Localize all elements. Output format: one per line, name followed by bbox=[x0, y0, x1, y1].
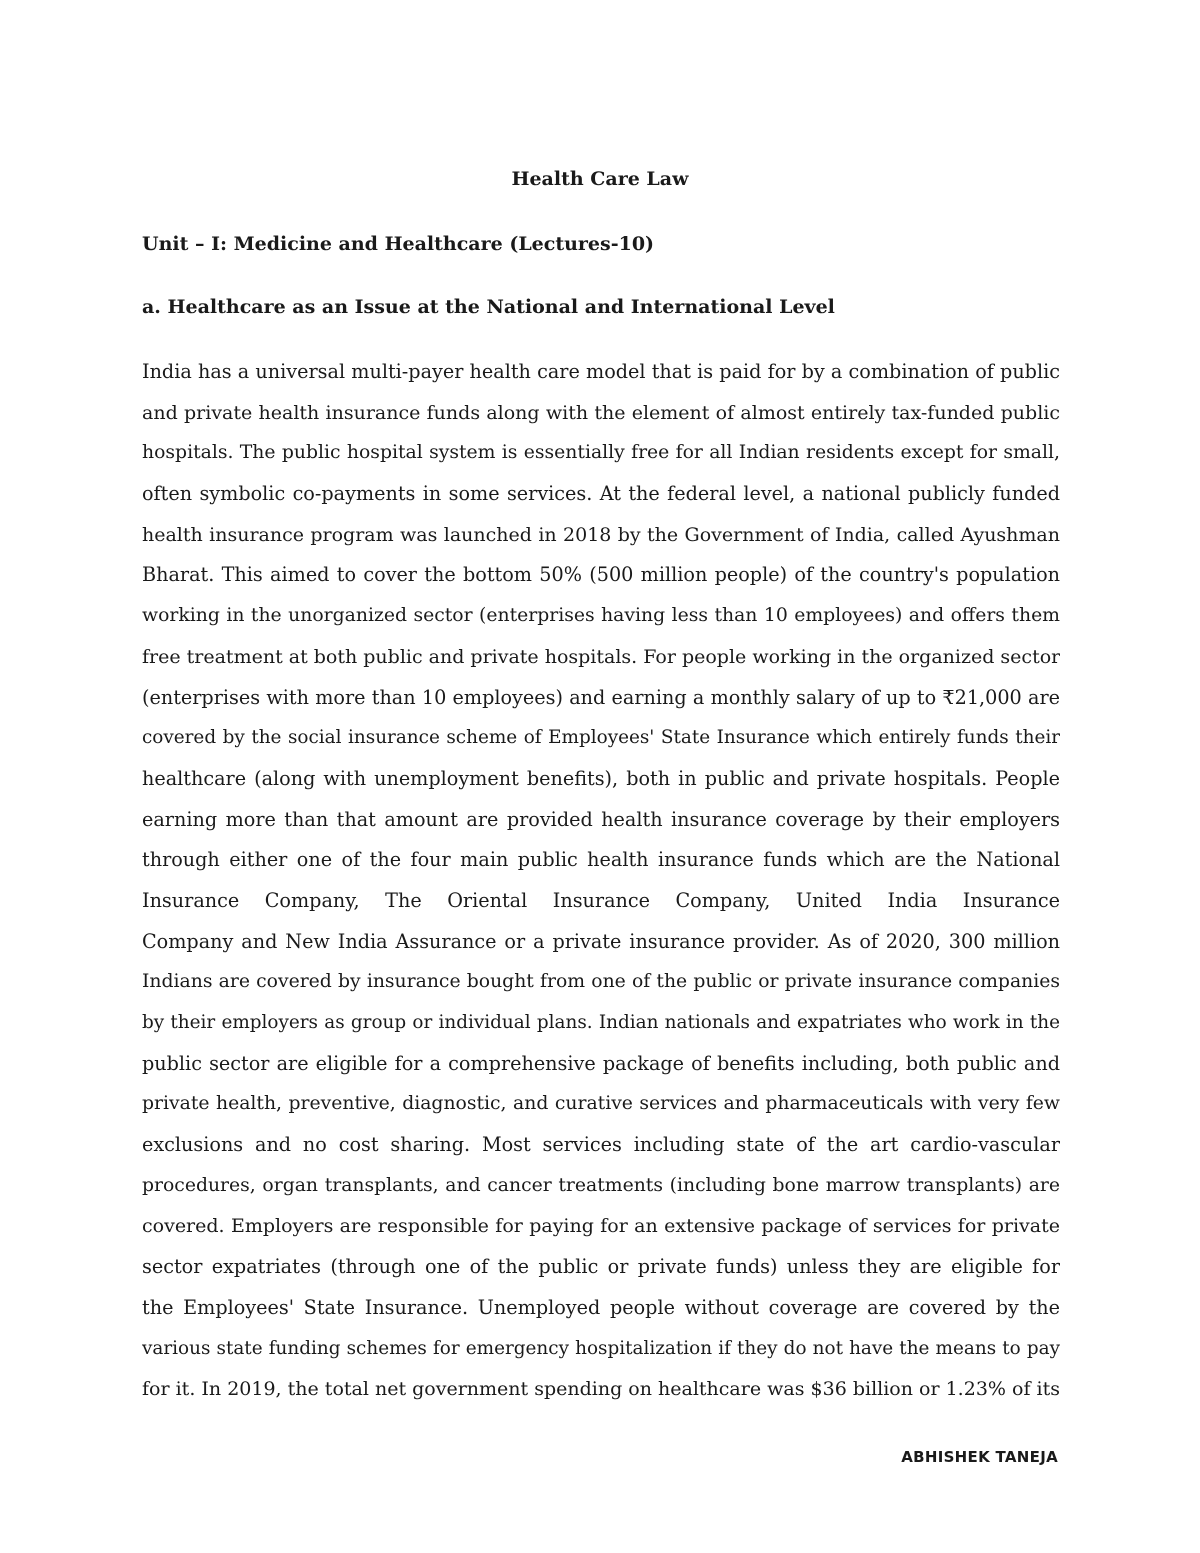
unit-heading: Unit – I: Medicine and Healthcare (Lectures-10) bbox=[142, 233, 655, 255]
body-line: covered. Employers are responsible for paying for an extensive package of services for private bbox=[142, 1215, 1060, 1238]
body-line: private health, preventive, diagnostic, and curative services and pharmaceuticals with very few bbox=[142, 1093, 1060, 1115]
body-line: (enterprises with more than 10 employees) and earning a monthly salary of up to ₹21,000 are bbox=[142, 685, 1060, 709]
body-line: Company and New India Assurance or a private insurance provider. As of 2020, 300 million bbox=[142, 929, 1060, 953]
body-line: the Employees' State Insurance. Unemployed people without coverage are covered by the bbox=[142, 1295, 1060, 1319]
body-line: Insurance Company, The Oriental Insurance Company, United India Insurance bbox=[142, 888, 1060, 912]
body-line: healthcare (along with unemployment benefits), both in public and private hospitals. People bbox=[142, 766, 1060, 790]
body-paragraph bbox=[142, 352, 1060, 1410]
body-line: working in the unorganized sector (enterprises having less than 10 employees) and offers them bbox=[142, 605, 1060, 627]
body-line: public sector are eligible for a comprehensive package of benefits including, both public and bbox=[142, 1051, 1060, 1075]
body-line: free treatment at both public and private hospitals. For people working in the organized sector bbox=[142, 645, 1060, 668]
body-line: through either one of the four main public health insurance funds which are the National bbox=[142, 848, 1060, 872]
body-line: often symbolic co-payments in some services. At the federal level, a national publicly funded bbox=[142, 482, 1060, 506]
body-line: by their employers as group or individual plans. Indian nationals and expatriates who work in the bbox=[142, 1012, 1060, 1033]
body-line: various state funding schemes for emergency hospitalization if they do not have the means to pay bbox=[142, 1337, 1060, 1359]
body-line: and private health insurance funds along with the element of almost entirely tax-funded public bbox=[142, 401, 1060, 424]
body-line: covered by the social insurance scheme of Employees' State Insurance which entirely funds their bbox=[142, 727, 1060, 749]
body-line: Bharat. This aimed to cover the bottom 50% (500 million people) of the country's population bbox=[142, 563, 1060, 587]
body-line: for it. In 2019, the total net government spending on healthcare was $36 billion or 1.23% of its bbox=[142, 1378, 1060, 1401]
footer-author: ABHISHEK TANEJA bbox=[901, 1448, 1058, 1466]
body-line: procedures, organ transplants, and cancer treatments (including bone marrow transplants) are bbox=[142, 1174, 1060, 1196]
body-line: hospitals. The public hospital system is essentially free for all Indian residents except for small, bbox=[142, 442, 1060, 464]
section-heading: a. Healthcare as an Issue at the National and International Level bbox=[142, 296, 835, 318]
body-line: exclusions and no cost sharing. Most services including state of the art cardio-vascular bbox=[142, 1133, 1060, 1157]
body-line: earning more than that amount are provided health insurance coverage by their employers bbox=[142, 807, 1060, 831]
document-title: Health Care Law bbox=[511, 168, 689, 190]
body-line: Indians are covered by insurance bought from one of the public or private insurance companies bbox=[142, 971, 1060, 993]
body-line: India has a universal multi-payer health care model that is paid for by a combination of public bbox=[142, 360, 1060, 383]
body-line: health insurance program was launched in 2018 by the Government of India, called Ayushman bbox=[142, 523, 1060, 546]
body-line: sector expatriates (through one of the public or private funds) unless they are eligible for bbox=[142, 1255, 1060, 1279]
